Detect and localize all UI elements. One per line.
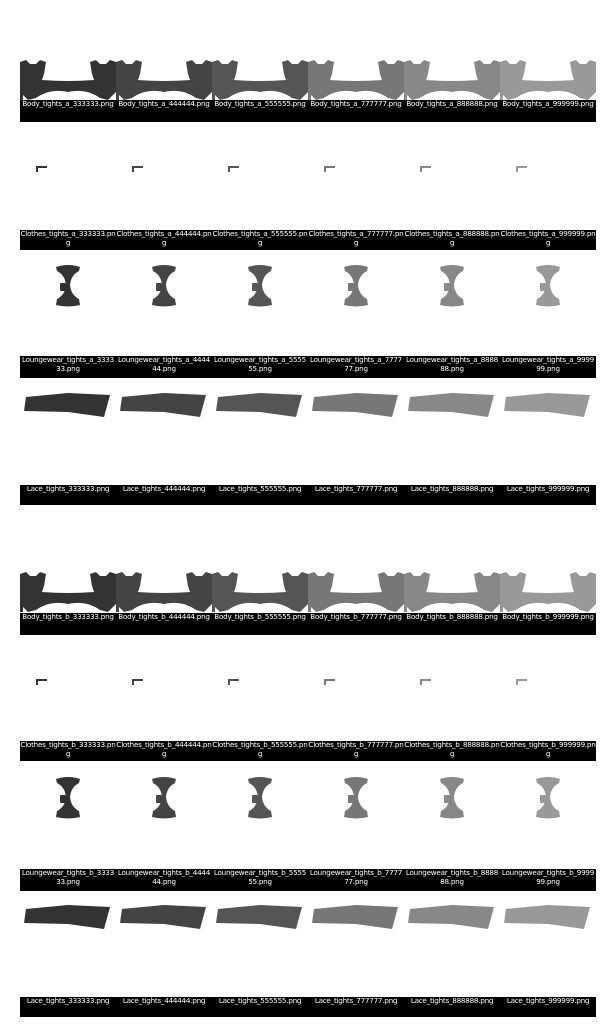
image-tile[interactable] (308, 570, 404, 635)
body-tights-thumbnail (404, 570, 500, 612)
loungewear-tights-thumbnail (308, 765, 404, 869)
tile-thumbnail (212, 385, 308, 485)
tile-thumbnail (20, 130, 116, 228)
tights-lace-shape (120, 905, 206, 929)
tile-filename-label: Body_tights_b_888888.png (404, 613, 500, 635)
tile-filename-label: Lace_tights_444444.png (116, 485, 212, 505)
tile-filename-label: Clothes_tights_b_444444.png (116, 741, 212, 761)
lace-tights-thumbnail (404, 385, 500, 485)
image-tile[interactable] (308, 58, 404, 122)
tile-filename-label: Loungewear_tights_b_333333.png (20, 869, 116, 891)
tights-loungewear-shape (344, 265, 368, 307)
tights-clothes-shape (516, 679, 527, 685)
lace-tights-thumbnail (500, 897, 596, 997)
tile-filename-label: Body_tights_a_555555.png (212, 100, 308, 122)
loungewear-tights-thumbnail (20, 765, 116, 869)
tile-thumbnail (20, 765, 116, 869)
tile-filename-label: Body_tights_a_888888.png (404, 100, 500, 122)
image-tile[interactable] (116, 58, 212, 122)
tights-body-shape (20, 60, 116, 100)
clothes-tights-thumbnail (500, 130, 596, 228)
image-tile[interactable] (116, 897, 212, 1017)
tile-filename-label: Loungewear_tights_b_777777.png (308, 869, 404, 891)
loungewear-tights-thumbnail (212, 765, 308, 869)
tile-filename-label: Lace_tights_333333.png (20, 997, 116, 1017)
tile-thumbnail (212, 643, 308, 741)
tights-body-shape (212, 572, 308, 612)
image-tile[interactable] (212, 643, 308, 761)
tile-thumbnail (500, 765, 596, 869)
tights-loungewear-shape (56, 777, 80, 819)
tile-thumbnail (404, 765, 500, 869)
tights-loungewear-tab (252, 795, 258, 803)
lace-tights-thumbnail (308, 897, 404, 997)
image-tile[interactable] (20, 643, 116, 761)
tile-thumbnail (20, 643, 116, 741)
tights-loungewear-shape (152, 777, 176, 819)
tights-lace-shape (216, 905, 302, 929)
tights-clothes-shape (324, 166, 335, 172)
tile-thumbnail (308, 643, 404, 741)
tights-clothes-shape (228, 679, 239, 685)
tights-body-edge (116, 88, 119, 100)
image-tile[interactable] (212, 130, 308, 250)
lace-tights-thumbnail (404, 897, 500, 997)
tights-lace-shape (216, 393, 302, 417)
tights-clothes-shape (36, 679, 47, 685)
tights-lace-shape (24, 393, 110, 417)
tile-filename-label: Loungewear_tights_b_888888.png (404, 869, 500, 891)
tights-body-shape (116, 572, 212, 612)
tights-lace-shape (504, 905, 590, 929)
body-tights-thumbnail (212, 570, 308, 612)
tile-thumbnail (404, 570, 500, 612)
tile-filename-label: Lace_tights_888888.png (404, 485, 500, 505)
tile-thumbnail (20, 897, 116, 997)
tights-loungewear-shape (248, 265, 272, 307)
image-tile[interactable] (20, 897, 116, 1017)
tights-body-edge (116, 600, 119, 612)
tights-loungewear-shape (440, 265, 464, 307)
tile-thumbnail (116, 897, 212, 997)
tile-thumbnail (212, 253, 308, 357)
loungewear-tights-thumbnail (500, 765, 596, 869)
tile-filename-label: Body_tights_b_555555.png (212, 613, 308, 635)
clothes-tights-thumbnail (404, 643, 500, 741)
tights-body-edge (212, 88, 215, 100)
image-tile[interactable] (500, 253, 596, 378)
tights-body-edge (404, 88, 407, 100)
tights-lace-shape (408, 905, 494, 929)
image-tile[interactable] (308, 130, 404, 250)
tile-thumbnail (404, 897, 500, 997)
tile-filename-label: Clothes_tights_b_333333.png (20, 741, 116, 761)
tile-filename-label: Body_tights_a_999999.png (500, 100, 596, 122)
lace-tights-thumbnail (500, 385, 596, 485)
lace-tights-thumbnail (20, 897, 116, 997)
tile-thumbnail (404, 385, 500, 485)
tile-thumbnail (116, 643, 212, 741)
tights-body-edge (20, 88, 23, 100)
clothes-tights-thumbnail (20, 130, 116, 228)
tights-body-shape (212, 60, 308, 100)
tile-thumbnail (116, 253, 212, 357)
loungewear-tights-thumbnail (308, 253, 404, 357)
tile-thumbnail (308, 385, 404, 485)
tile-filename-label: Loungewear_tights_a_777777.png (308, 356, 404, 378)
tile-filename-label: Lace_tights_777777.png (308, 485, 404, 505)
tights-loungewear-shape (440, 777, 464, 819)
tile-filename-label: Lace_tights_444444.png (116, 997, 212, 1017)
image-tile[interactable] (308, 253, 404, 378)
tights-clothes-shape (516, 166, 527, 172)
tile-thumbnail (404, 130, 500, 228)
tile-filename-label: Body_tights_b_999999.png (500, 613, 596, 635)
tile-thumbnail (20, 385, 116, 485)
image-tile[interactable] (404, 643, 500, 761)
tights-lace-shape (312, 905, 398, 929)
tile-thumbnail (116, 58, 212, 100)
body-tights-thumbnail (20, 58, 116, 100)
clothes-tights-thumbnail (116, 643, 212, 741)
image-tile[interactable] (308, 385, 404, 505)
image-tile[interactable] (500, 643, 596, 761)
tights-body-shape (116, 60, 212, 100)
loungewear-tights-thumbnail (500, 253, 596, 357)
body-tights-thumbnail (404, 58, 500, 100)
tights-clothes-shape (228, 166, 239, 172)
tights-loungewear-tab (252, 283, 258, 291)
clothes-tights-thumbnail (212, 130, 308, 228)
tile-filename-label: Body_tights_b_333333.png (20, 613, 116, 635)
tile-thumbnail (116, 765, 212, 869)
image-tile[interactable] (212, 385, 308, 505)
tights-lace-shape (24, 905, 110, 929)
tights-lace-shape (408, 393, 494, 417)
tile-thumbnail (308, 570, 404, 612)
tights-body-shape (500, 60, 596, 100)
tile-thumbnail (116, 385, 212, 485)
image-tile[interactable] (212, 897, 308, 1017)
tile-thumbnail (20, 253, 116, 357)
body-tights-thumbnail (116, 58, 212, 100)
tights-clothes-shape (132, 166, 143, 172)
tile-filename-label: Clothes_tights_a_777777.png (308, 230, 404, 250)
clothes-tights-thumbnail (308, 130, 404, 228)
tights-body-edge (500, 600, 503, 612)
tile-thumbnail (308, 765, 404, 869)
image-tile[interactable] (212, 570, 308, 635)
tile-filename-label: Lace_tights_555555.png (212, 997, 308, 1017)
tile-thumbnail (212, 570, 308, 612)
tile-filename-label: Lace_tights_999999.png (500, 997, 596, 1017)
tile-filename-label: Clothes_tights_a_333333.png (20, 230, 116, 250)
image-tile[interactable] (20, 385, 116, 505)
tile-thumbnail (308, 58, 404, 100)
clothes-tights-thumbnail (308, 643, 404, 741)
tights-loungewear-shape (56, 265, 80, 307)
image-tile[interactable] (500, 58, 596, 122)
tights-lace-shape (504, 393, 590, 417)
tile-filename-label: Body_tights_b_777777.png (308, 613, 404, 635)
tile-thumbnail (212, 130, 308, 228)
image-tile[interactable] (404, 130, 500, 250)
tile-filename-label: Clothes_tights_a_999999.png (500, 230, 596, 250)
tights-body-shape (500, 572, 596, 612)
tile-filename-label: Clothes_tights_b_777777.png (308, 741, 404, 761)
image-tile[interactable] (212, 765, 308, 891)
body-tights-thumbnail (500, 570, 596, 612)
tile-thumbnail (500, 643, 596, 741)
tights-clothes-shape (420, 679, 431, 685)
tile-filename-label: Loungewear_tights_b_999999.png (500, 869, 596, 891)
image-tile[interactable] (308, 643, 404, 761)
lace-tights-thumbnail (212, 897, 308, 997)
lace-tights-thumbnail (20, 385, 116, 485)
lace-tights-thumbnail (116, 897, 212, 997)
body-tights-thumbnail (212, 58, 308, 100)
lace-tights-thumbnail (212, 385, 308, 485)
tights-loungewear-tab (156, 795, 162, 803)
tights-lace-shape (120, 393, 206, 417)
image-tile[interactable] (116, 130, 212, 250)
tights-body-shape (308, 572, 404, 612)
image-tile[interactable] (116, 570, 212, 635)
tights-loungewear-tab (444, 795, 450, 803)
loungewear-tights-thumbnail (116, 765, 212, 869)
image-tile[interactable] (116, 385, 212, 505)
loungewear-tights-thumbnail (20, 253, 116, 357)
tile-filename-label: Loungewear_tights_b_444444.png (116, 869, 212, 891)
tights-clothes-shape (420, 166, 431, 172)
tights-body-edge (500, 88, 503, 100)
image-tile[interactable] (404, 385, 500, 505)
image-tile[interactable] (500, 765, 596, 891)
tile-thumbnail (404, 643, 500, 741)
lace-tights-thumbnail (308, 385, 404, 485)
tights-clothes-shape (132, 679, 143, 685)
tile-filename-label: Body_tights_a_444444.png (116, 100, 212, 122)
tile-thumbnail (212, 765, 308, 869)
tights-loungewear-shape (152, 265, 176, 307)
image-tile[interactable] (20, 58, 116, 122)
tile-thumbnail (500, 570, 596, 612)
clothes-tights-thumbnail (404, 130, 500, 228)
loungewear-tights-thumbnail (404, 253, 500, 357)
tights-lace-shape (312, 393, 398, 417)
lace-tights-thumbnail (116, 385, 212, 485)
image-tile[interactable] (404, 765, 500, 891)
tile-thumbnail (212, 58, 308, 100)
tile-thumbnail (500, 897, 596, 997)
image-tile[interactable] (20, 253, 116, 378)
image-tile[interactable] (500, 570, 596, 635)
tights-loungewear-shape (344, 777, 368, 819)
tile-filename-label: Clothes_tights_b_555555.png (212, 741, 308, 761)
tile-filename-label: Loungewear_tights_a_555555.png (212, 356, 308, 378)
tile-filename-label: Clothes_tights_a_888888.png (404, 230, 500, 250)
image-tile[interactable] (212, 253, 308, 378)
tile-thumbnail (212, 897, 308, 997)
image-tile[interactable] (20, 765, 116, 891)
tile-filename-label: Loungewear_tights_b_555555.png (212, 869, 308, 891)
tile-filename-label: Loungewear_tights_a_444444.png (116, 356, 212, 378)
tile-filename-label: Lace_tights_555555.png (212, 485, 308, 505)
image-tile[interactable] (116, 643, 212, 761)
tile-thumbnail (308, 897, 404, 997)
tights-loungewear-tab (60, 795, 66, 803)
tights-loungewear-tab (540, 283, 546, 291)
tights-loungewear-tab (348, 283, 354, 291)
image-tile[interactable] (308, 897, 404, 1017)
tights-body-edge (212, 600, 215, 612)
tile-thumbnail (308, 253, 404, 357)
tile-thumbnail (404, 253, 500, 357)
tile-filename-label: Clothes_tights_a_555555.png (212, 230, 308, 250)
tile-filename-label: Body_tights_a_333333.png (20, 100, 116, 122)
tights-clothes-shape (36, 166, 47, 172)
image-tile[interactable] (116, 765, 212, 891)
loungewear-tights-thumbnail (404, 765, 500, 869)
tights-loungewear-tab (444, 283, 450, 291)
body-tights-thumbnail (116, 570, 212, 612)
image-contact-sheet (20, 0, 596, 1024)
tile-filename-label: Clothes_tights_b_888888.png (404, 741, 500, 761)
tile-filename-label: Loungewear_tights_a_333333.png (20, 356, 116, 378)
tile-thumbnail (20, 570, 116, 612)
tights-body-edge (308, 600, 311, 612)
image-tile[interactable] (404, 253, 500, 378)
clothes-tights-thumbnail (212, 643, 308, 741)
image-tile[interactable] (212, 58, 308, 122)
tile-filename-label: Clothes_tights_b_999999.png (500, 741, 596, 761)
tights-loungewear-tab (540, 795, 546, 803)
tile-filename-label: Body_tights_a_777777.png (308, 100, 404, 122)
tile-thumbnail (500, 58, 596, 100)
image-tile[interactable] (20, 130, 116, 250)
tights-loungewear-tab (348, 795, 354, 803)
tights-loungewear-shape (536, 777, 560, 819)
loungewear-tights-thumbnail (116, 253, 212, 357)
tights-loungewear-shape (536, 265, 560, 307)
tile-thumbnail (20, 58, 116, 100)
tights-body-edge (404, 600, 407, 612)
image-tile[interactable] (500, 385, 596, 505)
clothes-tights-thumbnail (116, 130, 212, 228)
clothes-tights-thumbnail (20, 643, 116, 741)
tile-filename-label: Lace_tights_888888.png (404, 997, 500, 1017)
image-tile[interactable] (116, 253, 212, 378)
tights-body-edge (20, 600, 23, 612)
image-tile[interactable] (308, 765, 404, 891)
tights-loungewear-shape (248, 777, 272, 819)
tile-thumbnail (308, 130, 404, 228)
tile-filename-label: Loungewear_tights_a_888888.png (404, 356, 500, 378)
tights-body-shape (20, 572, 116, 612)
tile-filename-label: Body_tights_b_444444.png (116, 613, 212, 635)
image-tile[interactable] (404, 897, 500, 1017)
image-tile[interactable] (500, 130, 596, 250)
body-tights-thumbnail (20, 570, 116, 612)
tights-body-edge (308, 88, 311, 100)
tile-thumbnail (116, 570, 212, 612)
image-tile[interactable] (404, 58, 500, 122)
tile-thumbnail (500, 130, 596, 228)
body-tights-thumbnail (500, 58, 596, 100)
tile-filename-label: Lace_tights_333333.png (20, 485, 116, 505)
body-tights-thumbnail (308, 58, 404, 100)
tights-body-shape (308, 60, 404, 100)
tights-loungewear-tab (156, 283, 162, 291)
image-tile[interactable] (404, 570, 500, 635)
image-tile[interactable] (500, 897, 596, 1017)
body-tights-thumbnail (308, 570, 404, 612)
clothes-tights-thumbnail (500, 643, 596, 741)
tights-body-shape (404, 60, 500, 100)
tile-thumbnail (116, 130, 212, 228)
tights-clothes-shape (324, 679, 335, 685)
tile-filename-label: Lace_tights_777777.png (308, 997, 404, 1017)
tile-thumbnail (500, 253, 596, 357)
tile-filename-label: Loungewear_tights_a_999999.png (500, 356, 596, 378)
loungewear-tights-thumbnail (212, 253, 308, 357)
image-tile[interactable] (20, 570, 116, 635)
tile-thumbnail (404, 58, 500, 100)
tights-loungewear-tab (60, 283, 66, 291)
tights-body-shape (404, 572, 500, 612)
tile-filename-label: Lace_tights_999999.png (500, 485, 596, 505)
tile-filename-label: Clothes_tights_a_444444.png (116, 230, 212, 250)
tile-thumbnail (500, 385, 596, 485)
